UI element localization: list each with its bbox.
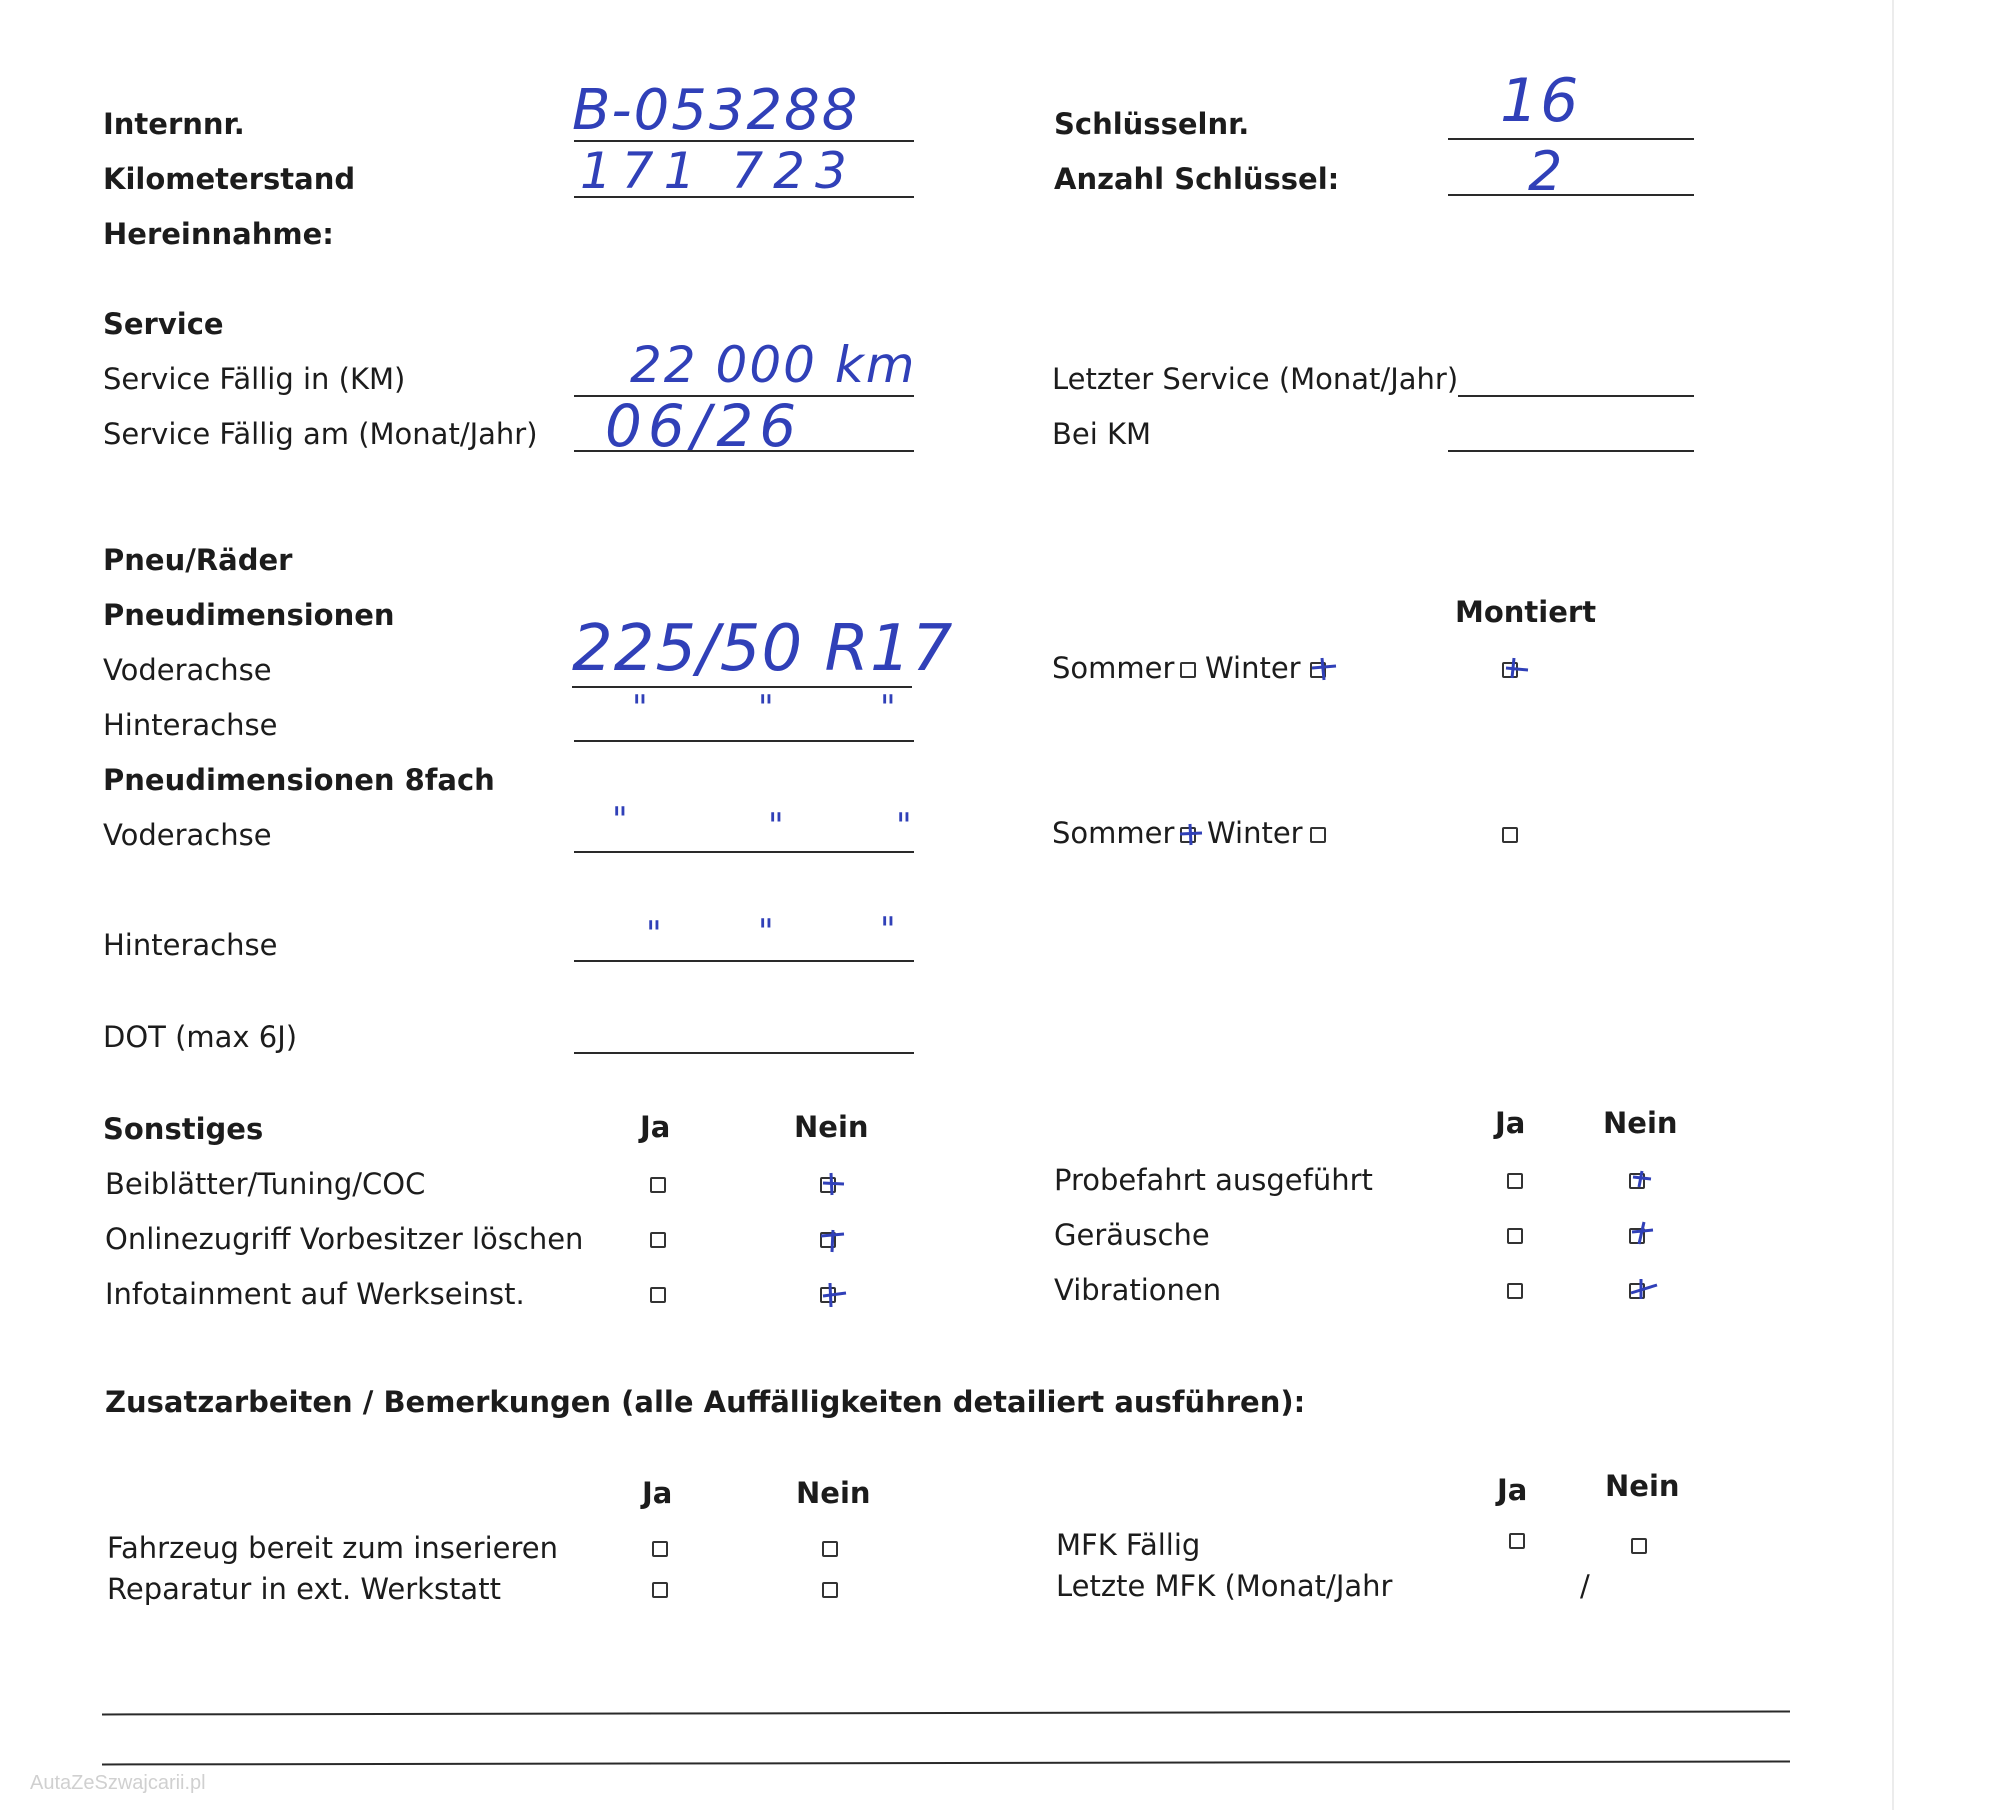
voderachse-line	[572, 686, 912, 688]
hinterachse8-ditto-1: "	[646, 914, 664, 954]
montiert-label: Montiert	[1455, 595, 1597, 629]
sonstiges-ja-left: Ja	[640, 1110, 671, 1144]
pneu-heading: Pneu/Räder	[103, 543, 293, 577]
km-label: Kilometerstand	[103, 162, 356, 196]
reparatur-nein-checkbox[interactable]	[822, 1582, 838, 1598]
schluesselnr-label: Schlüsselnr.	[1054, 107, 1250, 141]
anzahl-schluessel-line	[1448, 194, 1694, 196]
hinterachse8-label: Hinterachse	[103, 928, 278, 962]
pneu-dim8-heading: Pneudimensionen 8fach	[103, 763, 495, 797]
checkmark-icon	[1308, 654, 1338, 684]
checkmark-icon	[818, 1169, 848, 1199]
checkmark-icon	[818, 1279, 848, 1309]
hereinnahme-label: Hereinnahme:	[103, 217, 334, 251]
mfk-faellig-label: MFK Fällig	[1056, 1528, 1201, 1562]
hinterachse-ditto-3: "	[880, 688, 898, 728]
hinterachse-line	[574, 740, 914, 742]
zusatz-nein-right: Nein	[1605, 1469, 1680, 1503]
sonstiges-ja-right: Ja	[1495, 1106, 1526, 1140]
onlinezugriff-ja-checkbox[interactable]	[650, 1232, 666, 1248]
fahrzeug-bereit-nein-checkbox[interactable]	[822, 1541, 838, 1557]
sonstiges-item-geraeusche: Geräusche	[1054, 1218, 1210, 1252]
montiert-checkbox-2[interactable]	[1502, 827, 1518, 843]
voderachse8-ditto-2: "	[768, 806, 786, 846]
sonstiges-heading: Sonstiges	[103, 1112, 264, 1146]
bei-km-label: Bei KM	[1052, 417, 1152, 451]
voderachse8-label: Voderachse	[103, 818, 272, 852]
beiblaetter-ja-checkbox[interactable]	[650, 1177, 666, 1193]
sommer-label-1: Sommer	[1052, 651, 1175, 685]
schluesselnr-line	[1448, 138, 1694, 140]
voderachse8-ditto-1: "	[612, 800, 630, 840]
hinterachse-ditto-1: "	[632, 688, 650, 728]
zusatz-ja-left: Ja	[642, 1476, 673, 1510]
hinterachse8-ditto-2: "	[758, 912, 776, 952]
hinterachse-label: Hinterachse	[103, 708, 278, 742]
internnr-label: Internnr.	[103, 107, 245, 141]
mfk-faellig-ja-checkbox[interactable]	[1509, 1533, 1525, 1549]
winter-label-2: Winter	[1207, 816, 1303, 850]
checkmark-icon	[818, 1224, 848, 1254]
zusatz-item-fahrzeug-bereit: Fahrzeug bereit zum inserieren	[107, 1531, 558, 1565]
vibrationen-ja-checkbox[interactable]	[1507, 1283, 1523, 1299]
km-value: 171 723	[580, 142, 857, 200]
hinterachse-ditto-2: "	[758, 688, 776, 728]
letzter-service-label: Letzter Service (Monat/Jahr)	[1052, 362, 1459, 396]
zusatz-nein-left: Nein	[796, 1476, 871, 1510]
sommer-checkbox-1[interactable]	[1180, 662, 1196, 678]
checkmark-icon	[1627, 1165, 1657, 1195]
service-faellig-km-value: 22 000 km	[630, 336, 917, 394]
anzahl-schluessel-value: 2	[1528, 140, 1565, 203]
winter-checkbox-2[interactable]	[1310, 827, 1326, 843]
letzter-service-line	[1458, 395, 1694, 397]
dot-label: DOT (max 6J)	[103, 1020, 298, 1054]
winter-label-1: Winter	[1205, 651, 1301, 685]
service-faellig-am-value: 06/26	[605, 392, 803, 460]
hinterachse8-ditto-3: "	[880, 910, 898, 950]
geraeusche-ja-checkbox[interactable]	[1507, 1228, 1523, 1244]
km-line	[574, 196, 914, 198]
sonstiges-item-vibrationen: Vibrationen	[1054, 1273, 1222, 1307]
bemerkungen-line-2	[102, 1761, 1790, 1766]
service-faellig-am-line	[574, 450, 914, 452]
zusatz-heading: Zusatzarbeiten / Bemerkungen (alle Auffälligkeiten detailiert ausführen):	[105, 1385, 1306, 1419]
voderachse-value: 225/50 R17	[572, 612, 954, 686]
service-heading: Service	[103, 307, 224, 341]
dot-line	[574, 1052, 914, 1054]
mfk-faellig-nein-checkbox[interactable]	[1631, 1538, 1647, 1554]
sonstiges-item-probefahrt: Probefahrt ausgeführt	[1054, 1163, 1373, 1197]
voderachse-label: Voderachse	[103, 653, 272, 687]
service-faellig-km-label: Service Fällig in (KM)	[103, 362, 406, 396]
letzte-mfk-slash: /	[1580, 1569, 1590, 1603]
sonstiges-item-onlinezugriff: Onlinezugriff Vorbesitzer löschen	[105, 1222, 584, 1256]
sonstiges-item-beiblaetter: Beiblätter/Tuning/COC	[105, 1167, 426, 1201]
sonstiges-item-infotainment: Infotainment auf Werkseinst.	[105, 1277, 525, 1311]
probefahrt-ja-checkbox[interactable]	[1507, 1173, 1523, 1189]
sonstiges-nein-right: Nein	[1603, 1106, 1678, 1140]
pneu-dim-heading: Pneudimensionen	[103, 598, 395, 632]
voderachse8-line	[574, 851, 914, 853]
checkmark-icon	[1500, 654, 1530, 684]
anzahl-schluessel-label: Anzahl Schlüssel:	[1054, 162, 1340, 196]
reparatur-ja-checkbox[interactable]	[652, 1582, 668, 1598]
bemerkungen-line-1	[102, 1711, 1790, 1716]
fahrzeug-bereit-ja-checkbox[interactable]	[652, 1541, 668, 1557]
voderachse8-ditto-3: "	[896, 806, 914, 846]
zusatz-ja-right: Ja	[1497, 1473, 1528, 1507]
sommer-label-2: Sommer	[1052, 816, 1175, 850]
infotainment-ja-checkbox[interactable]	[650, 1287, 666, 1303]
watermark: AutaZeSzwajcarii.pl	[30, 1772, 206, 1794]
zusatz-item-reparatur: Reparatur in ext. Werkstatt	[107, 1572, 501, 1606]
internnr-value: B-053288	[572, 78, 860, 143]
page-edge	[1892, 0, 1894, 1810]
checkmark-icon	[1627, 1220, 1657, 1250]
sonstiges-nein-left: Nein	[794, 1110, 869, 1144]
letzte-mfk-label: Letzte MFK (Monat/Jahr	[1056, 1569, 1393, 1603]
bei-km-line	[1448, 450, 1694, 452]
schluesselnr-value: 16	[1500, 66, 1581, 136]
service-faellig-am-label: Service Fällig am (Monat/Jahr)	[103, 417, 538, 451]
checkmark-icon	[1176, 819, 1206, 849]
hinterachse8-line	[574, 960, 914, 962]
checkmark-icon	[1627, 1275, 1657, 1305]
